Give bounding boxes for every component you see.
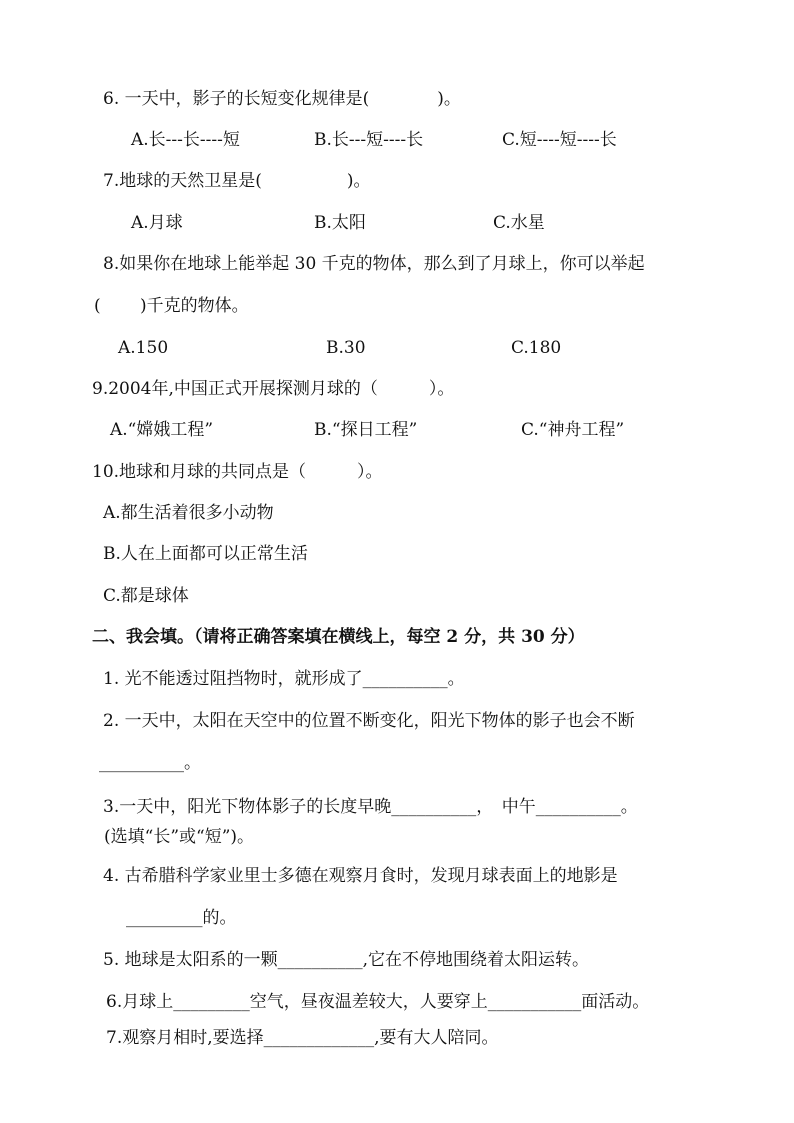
question-7-option-b: B.太阳 [314,213,366,233]
question-9-option-b: B.“探日工程” [314,420,418,440]
question-8-option-a: A.150 [118,338,169,358]
question-8-option-c: C.180 [511,338,562,358]
question-8-stem-line1: 8.如果你在地球上能举起 30 千克的物体，那么到了月球上，你可以举起 [103,254,645,274]
fill-item-1: 1. 光不能透过阻挡物时，就形成了__________。 [103,669,465,689]
question-10-option-b: B.人在上面都可以正常生活 [103,544,308,564]
section-2-heading: 二、我会填。（请将正确答案填在横线上，每空 2 分，共 30 分） [92,627,585,647]
fill-item-3-line2: (选填“长”或“短”)。 [104,827,255,847]
question-6-option-c: C.短----短----长 [502,130,617,150]
question-8-option-b: B.30 [326,338,366,358]
fill-item-7: 7.观察月相时,要选择_____________,要有大人陪同。 [106,1028,499,1048]
question-6-option-a: A.长---长----短 [131,130,240,150]
fill-item-3-line1: 3.一天中，阳光下物体影子的长度早晚__________， 中午__________。 [103,797,638,817]
question-10-option-c: C.都是球体 [103,586,189,606]
fill-item-6: 6.月球上_________空气，昼夜温差较大，人要穿上___________面活动。 [106,992,650,1012]
fill-item-4-line1: 4. 古希腊科学家业里士多德在观察月食时，发现月球表面上的地影是 [103,866,618,886]
question-10-option-a: A.都生活着很多小动物 [103,503,274,523]
question-8-stem-line2: ( )千克的物体。 [94,296,249,316]
fill-item-2-line2: __________。 [99,753,201,773]
question-7-option-a: A.月球 [131,213,183,233]
fill-item-5: 5. 地球是太阳系的一颗__________,它在不停地围绕着太阳运转。 [103,950,590,970]
question-7-option-c: C.水星 [493,213,545,233]
fill-item-2-line1: 2. 一天中，太阳在天空中的位置不断变化，阳光下物体的影子也会不断 [103,711,635,731]
question-9-option-c: C.“神舟工程” [521,420,625,440]
question-6-stem: 6. 一天中，影子的长短变化规律是( )。 [103,89,461,109]
fill-item-4-line2: _________的。 [126,908,237,928]
question-7-stem: 7.地球的天然卫星是( )。 [103,171,371,191]
question-9-option-a: A.“嫦娥工程” [110,420,214,440]
question-10-stem: 10.地球和月球的共同点是（ ）。 [92,462,383,482]
question-6-option-b: B.长---短----长 [314,130,424,150]
question-9-stem: 9.2004年,中国正式开展探测月球的（ ）。 [92,379,455,399]
